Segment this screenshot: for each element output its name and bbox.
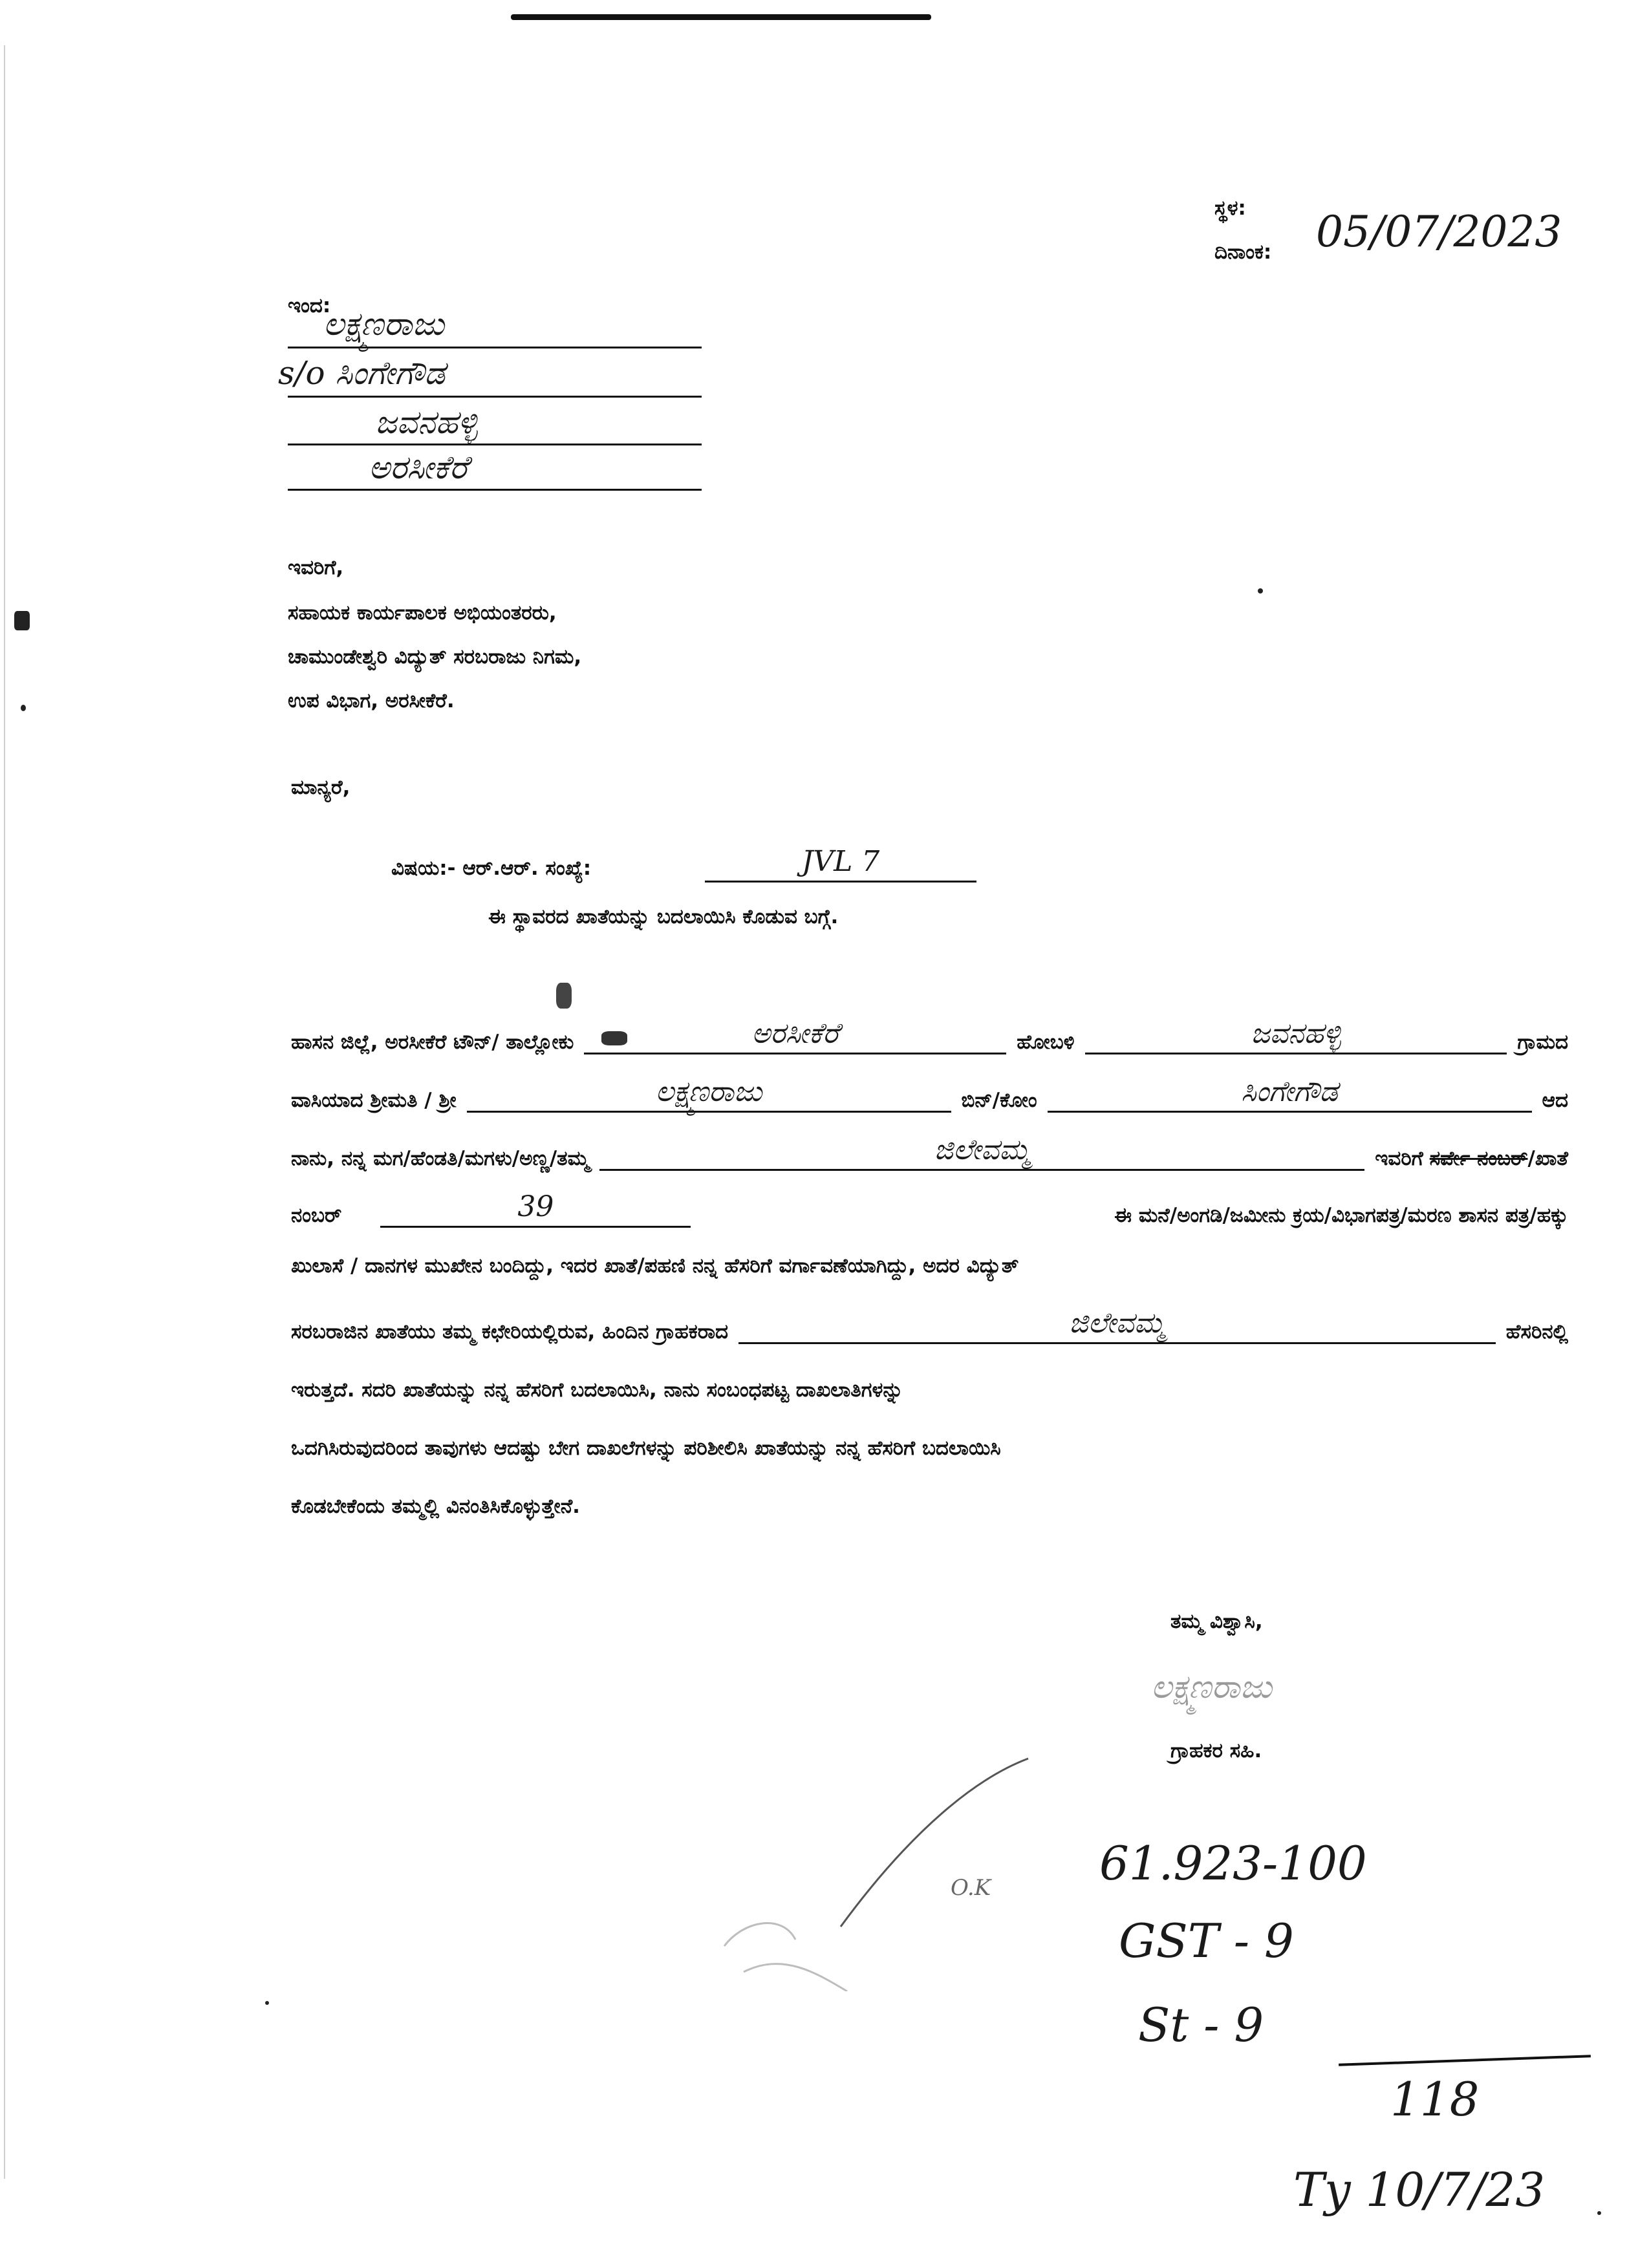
body-l2-text-b: ಬಿನ್/ಕೋಂ (961, 1089, 1037, 1112)
scan-speck (601, 1031, 627, 1045)
survey-number-struck: ಸರ್ವೇ ನಂಬರ್ (1429, 1147, 1528, 1170)
from-taluk: ಅರಸೀಕೆರೆ (369, 449, 468, 486)
body-l3-text-a: ನಾನು, ನನ್ನ ಮಗ/ಹೆಂಡತಿ/ಮಗಳು/ಅಣ್ಣ/ತಮ್ಮ (291, 1147, 590, 1170)
body-line-2 (291, 1075, 1569, 1113)
scan-speck (265, 2001, 269, 2005)
to-line-2: ಚಾಮುಂಡೇಶ್ವರಿ ವಿದ್ಯುತ್ ಸರಬರಾಜು ನಿಗಮ, (288, 645, 582, 669)
prev-customer-value: ಜಿಲೇವಮ್ಮ (1069, 1307, 1165, 1340)
body-line-4 (291, 1190, 1568, 1228)
khata-value: 39 (517, 1190, 554, 1223)
body-line-3 (291, 1133, 1568, 1171)
applicant-field (467, 1075, 951, 1113)
body-line-8: ಒದಗಿಸಿರುವುದರಿಂದ ತಾವುಗಳು ಆದಷ್ಟು ಬೇಗ ದಾಖಲೆಗಳನ್ನು ಪರಿಶೀಲಿಸಿ ಖಾತೆಯನ್ನು ನನ್ನ ಹೆಸರಿಗೆ ಬದಲಾಯಿಸಿ (291, 1437, 1001, 1460)
place-label: ಸ್ಥಳ: (1214, 197, 1246, 220)
body-l3-text-b: ಇವರಿಗೆ (1375, 1147, 1423, 1170)
body-l4-text-a: ನಂಬರ್ (291, 1204, 342, 1227)
scan-speck (14, 611, 30, 630)
body-line-5: ಖುಲಾಸೆ / ದಾನಗಳ ಮುಖೇನ ಬಂದಿದ್ದು, ಇದರ ಖಾತೆ/ಪಹಣಿ ನನ್ನ ಹೆಸರಿಗೆ ವರ್ಗಾವಣೆಯಾಗಿದ್ದು, ಅದರ ವಿದ್ಯುತ್ (291, 1254, 1019, 1278)
annotation-total-rule (1339, 2055, 1591, 2066)
body-l4-text-b: ಈ ಮನೆ/ಅಂಗಡಿ/ಜಮೀನು ಕ್ರಯ/ವಿಭಾಗಪತ್ರ/ಮರಣ ಶಾಸನ ಪತ್ರ/ಹಕ್ಕು (1114, 1204, 1568, 1227)
rr-number: JVL 7 (801, 845, 880, 878)
hobli-value: ಜವನಹಳ್ಳಿ (1251, 1017, 1341, 1050)
body-line-7: ಇರುತ್ತದೆ. ಸದರಿ ಖಾತೆಯನ್ನು ನನ್ನ ಹೆಸರಿಗೆ ಬದಲಾಯಿಸಿ, ನಾನು ಸಂಬಂಧಪಟ್ಟ ದಾಖಲಾತಿಗಳನ್ನು (291, 1378, 903, 1402)
body-l6-text-a: ಸರಬರಾಜಿನ ಖಾತೆಯು ತಮ್ಮ ಕಛೇರಿಯಲ್ಲಿರುವ, ಹಿಂದಿನ ಗ್ರಾಹಕರಾದ (291, 1320, 729, 1343)
from-line-1 (288, 347, 702, 348)
scan-speck (1597, 2211, 1601, 2215)
date-label: ದಿನಾಂಕ: (1214, 241, 1272, 264)
body-l1-text-c: ಗ್ರಾಮದ (1517, 1031, 1568, 1054)
left-margin-line (4, 45, 5, 2179)
relative-value: ಜಿಲೇವಮ್ಮ (934, 1133, 1031, 1166)
rr-number-field (705, 847, 976, 883)
body-l1-text-a: ಹಾಸನ ಜಿಲ್ಲೆ, ಅರಸೀಕೆರೆ ಟೌನ್/ ತಾಲ್ಲೋಕು (291, 1031, 574, 1054)
scan-speck (556, 983, 572, 1009)
annotation-gst-line: GST - 9 (1119, 1914, 1294, 1968)
customer-signature: ಲಕ್ಷ್ಮಣರಾಜು (1151, 1668, 1273, 1706)
khata-field (380, 1190, 691, 1228)
father-value: ಸಿಂಗೇಗೌಡ (1241, 1075, 1338, 1108)
signature-label: ಗ್ರಾಹಕರ ಸಹಿ. (1170, 1739, 1262, 1762)
annotation-stamp-date: Ty 10/7/23 (1293, 2163, 1546, 2217)
from-line-3 (288, 444, 702, 445)
scan-edge-mark (511, 14, 931, 20)
yours-faithfully: ತಮ್ಮ ವಿಶ್ವಾಸಿ, (1170, 1610, 1263, 1633)
body-l6-text-b: ಹೆಸರಿನಲ್ಲಿ (1505, 1320, 1568, 1343)
date-value: 05/07/2023 (1316, 207, 1562, 257)
subject-label: ವಿಷಯ:- ಆರ್.ಆರ್. ಸಂಖ್ಯೆ: (391, 857, 592, 880)
body-line-1 (291, 1017, 1568, 1054)
taluk-value: ಅರಸೀಕೆರೆ (751, 1017, 839, 1050)
from-label: ಇಂದ: (288, 294, 331, 317)
from-line-4 (288, 489, 702, 491)
subject-line-2: ಈ ಸ್ಥಾವರದ ಖಾತೆಯನ್ನು ಬದಲಾಯಿಸಿ ಕೊಡುವ ಬಗ್ಗೆ. (488, 905, 839, 928)
from-name: ಲಕ್ಷ್ಮಣರಾಜು (323, 305, 445, 343)
faint-note: O.K (951, 1875, 991, 1901)
body-l2-text-a: ವಾಸಿಯಾದ ಶ್ರೀಮತಿ / ಶ್ರೀ (291, 1089, 457, 1112)
relative-field (599, 1133, 1364, 1171)
body-l1-text-b: ಹೋಬಳಿ (1017, 1031, 1075, 1054)
hobli-field (1085, 1017, 1507, 1054)
from-father: s/o ಸಿಂಗೇಗೌಡ (278, 354, 446, 392)
body-line-9: ಕೊಡಬೇಕೆಂದು ತಮ್ಮಲ್ಲಿ ವಿನಂತಿಸಿಕೊಳ್ಳುತ್ತೇನೆ. (291, 1495, 580, 1518)
prev-customer-field (738, 1307, 1496, 1344)
father-field (1048, 1075, 1532, 1113)
scan-speck (21, 705, 26, 711)
annotation-total: 118 (1390, 2072, 1480, 2126)
to-label: ಇವರಿಗೆ, (288, 556, 344, 579)
applicant-value: ಲಕ್ಷ್ಮಣರಾಜು (655, 1075, 762, 1108)
scan-speck (1258, 588, 1263, 594)
body-l3-text-c: /ಖಾತೆ (1527, 1147, 1568, 1170)
annotation-amount-line: 61.923-100 (1099, 1836, 1367, 1890)
from-village: ಜವನಹಳ್ಳಿ (375, 403, 478, 441)
salutation: ಮಾನ್ಯರೆ, (291, 776, 350, 799)
from-line-2 (288, 396, 702, 398)
taluk-field (584, 1017, 1006, 1054)
to-line-3: ಉಪ ವಿಭಾಗ, ಅರಸೀಕೆರೆ. (288, 689, 455, 712)
body-l2-text-c: ಆದ (1542, 1089, 1569, 1112)
annotation-st-line: St - 9 (1138, 1998, 1264, 2052)
body-line-6 (291, 1307, 1568, 1344)
to-line-1: ಸಹಾಯಕ ಕಾರ್ಯಪಾಲಕ ಅಭಿಯಂತರರು, (288, 601, 557, 625)
